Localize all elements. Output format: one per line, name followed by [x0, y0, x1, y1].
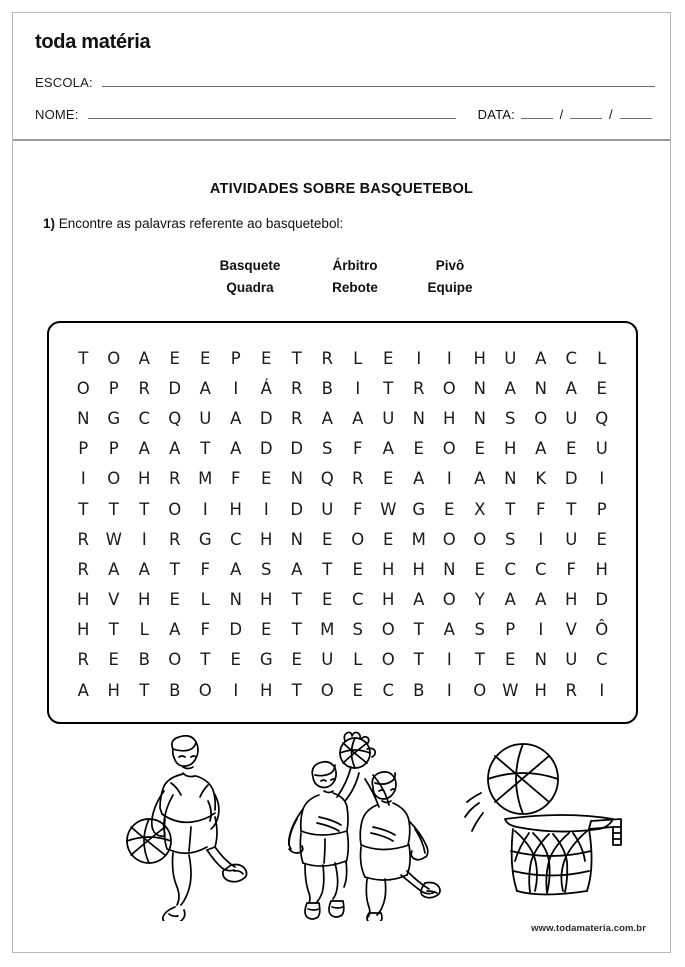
word-search-cell[interactable]: E	[169, 590, 180, 610]
word-search-cell[interactable]: E	[261, 469, 272, 489]
word-search-cell[interactable]: A	[138, 559, 150, 579]
word-list-item: Basquete	[219, 258, 281, 273]
word-list-item: Pivô	[435, 258, 465, 273]
word-search-cell[interactable]: R	[77, 559, 89, 579]
word-search-cell[interactable]: H	[260, 590, 273, 610]
word-search-cell[interactable]: V	[108, 590, 120, 610]
word-search-cell[interactable]: H	[77, 620, 90, 640]
word-search-cell[interactable]: N	[77, 408, 90, 428]
word-search-cell[interactable]: E	[505, 650, 516, 670]
word-list-item: Equipe	[427, 280, 473, 295]
word-search-row	[68, 524, 617, 554]
word-search-cell[interactable]: W	[105, 529, 122, 549]
word-search-cell[interactable]: P	[505, 620, 516, 640]
word-search-row	[68, 554, 617, 584]
page-title: ATIVIDADES SOBRE BASQUETEBOL	[209, 181, 474, 197]
word-search-cell[interactable]: L	[139, 620, 149, 640]
word-search-cell[interactable]: N	[504, 469, 517, 489]
word-list-item: Quadra	[226, 280, 274, 295]
word-search-cell[interactable]: A	[230, 559, 242, 579]
name-label: NOME:	[35, 107, 79, 122]
word-search-cell[interactable]: D	[290, 499, 304, 519]
word-list-item: Rebote	[332, 280, 378, 295]
word-search-cell[interactable]: O	[381, 620, 395, 640]
word-search-cell[interactable]: A	[565, 378, 577, 398]
word-search-cell[interactable]: C	[595, 650, 608, 670]
word-search-cell[interactable]: O	[534, 408, 548, 428]
word-search-cell[interactable]: R	[169, 469, 181, 489]
word-search-cell[interactable]: I	[263, 499, 269, 519]
word-search-cell[interactable]: R	[321, 348, 333, 368]
word-search-cell[interactable]: E	[566, 439, 577, 459]
word-search-cell[interactable]: E	[200, 348, 211, 368]
word-search-cell[interactable]: I	[446, 650, 452, 670]
word-search-cell[interactable]: Y	[474, 590, 485, 610]
word-search-cell[interactable]: U	[565, 650, 578, 670]
word-search-cell[interactable]: E	[352, 559, 363, 579]
word-search-cell[interactable]: A	[504, 378, 516, 398]
word-search-cell[interactable]: U	[199, 408, 212, 428]
word-search-cell[interactable]: A	[169, 620, 181, 640]
date-month-line[interactable]	[570, 107, 602, 119]
word-search-cell[interactable]: T	[200, 650, 211, 670]
word-search-cell[interactable]: Q	[168, 408, 182, 428]
date-slash-1: /	[559, 107, 564, 122]
word-search-cell[interactable]: E	[596, 378, 607, 398]
word-search-cell[interactable]: I	[141, 529, 147, 549]
word-search-cell[interactable]: U	[321, 650, 334, 670]
word-search-cell[interactable]: L	[353, 650, 363, 670]
word-search-box[interactable]	[47, 321, 638, 724]
word-search-cell[interactable]: E	[261, 620, 272, 640]
word-search-cell[interactable]: A	[413, 590, 425, 610]
word-search-cell[interactable]: D	[168, 378, 182, 398]
word-search-cell[interactable]: Á	[260, 378, 272, 398]
word-search-cell[interactable]: P	[596, 499, 607, 519]
word-search-cell[interactable]: F	[353, 499, 363, 519]
date-year-line[interactable]	[620, 107, 652, 119]
word-search-cell[interactable]: C	[534, 559, 547, 579]
word-search-cell[interactable]: R	[169, 529, 181, 549]
word-search-cell[interactable]: E	[352, 680, 363, 700]
word-search-row	[68, 645, 617, 675]
word-search-cell[interactable]: H	[107, 680, 120, 700]
word-search-cell[interactable]: O	[473, 529, 487, 549]
illustration-strip	[13, 731, 670, 921]
name-date-field-row	[35, 107, 655, 122]
word-search-cell[interactable]: T	[139, 499, 150, 519]
word-search-cell[interactable]: D	[564, 469, 578, 489]
word-search-cell[interactable]: R	[565, 680, 577, 700]
word-search-cell[interactable]: H	[443, 408, 456, 428]
word-search-cell[interactable]: N	[473, 378, 486, 398]
word-search-cell[interactable]: L	[597, 348, 607, 368]
word-search-cell[interactable]: D	[595, 590, 609, 610]
word-search-cell[interactable]: E	[230, 650, 241, 670]
word-search-cell[interactable]: I	[80, 469, 86, 489]
word-search-cell[interactable]: I	[599, 469, 605, 489]
word-search-cell[interactable]: T	[413, 650, 424, 670]
word-search-cell[interactable]: H	[229, 499, 242, 519]
word-search-cell[interactable]: E	[444, 499, 455, 519]
word-search-row	[68, 434, 617, 464]
word-search-cell[interactable]: O	[107, 348, 121, 368]
word-search-cell[interactable]: N	[290, 529, 303, 549]
word-search-cell[interactable]: T	[200, 439, 211, 459]
basketball-players-jump-ball-illustration	[275, 731, 443, 926]
word-search-cell[interactable]: P	[108, 439, 119, 459]
word-search-cell[interactable]: O	[442, 529, 456, 549]
word-search-cell[interactable]: O	[473, 680, 487, 700]
word-search-cell[interactable]: I	[446, 348, 452, 368]
word-search-cell[interactable]: G	[198, 529, 212, 549]
date-field	[478, 107, 654, 122]
word-search-cell[interactable]: G	[259, 650, 273, 670]
word-search-cell[interactable]: B	[138, 650, 150, 670]
word-search-cell[interactable]: B	[413, 680, 425, 700]
word-search-cell[interactable]: W	[502, 680, 519, 700]
word-search-cell[interactable]: I	[446, 469, 452, 489]
word-search-cell[interactable]: A	[535, 439, 547, 459]
question-1	[43, 216, 343, 231]
word-search-cell[interactable]: F	[566, 559, 576, 579]
word-list-item: Árbitro	[332, 258, 378, 273]
word-search-cell[interactable]: F	[353, 439, 363, 459]
word-search-cell[interactable]: O	[107, 469, 121, 489]
word-search-cell[interactable]: O	[442, 590, 456, 610]
site-url: www.todamateria.com.br	[531, 923, 646, 934]
word-search-cell[interactable]: T	[78, 348, 89, 368]
word-search-cell[interactable]: T	[322, 559, 333, 579]
word-search-cell[interactable]: N	[534, 650, 547, 670]
word-search-cell[interactable]: A	[138, 439, 150, 459]
word-search-cell[interactable]: U	[565, 529, 578, 549]
word-search-cell[interactable]: S	[322, 439, 333, 459]
word-search-cell[interactable]: F	[231, 469, 241, 489]
word-search-cell[interactable]: A	[138, 348, 150, 368]
word-search-cell[interactable]: O	[442, 378, 456, 398]
word-search-cell[interactable]: D	[259, 408, 273, 428]
word-search-cell[interactable]: A	[535, 590, 547, 610]
word-search-cell[interactable]: O	[198, 680, 212, 700]
date-day-line[interactable]	[521, 107, 553, 119]
word-search-cell[interactable]: R	[291, 408, 303, 428]
word-search-row	[68, 403, 617, 433]
word-search-cell[interactable]: Ô	[595, 620, 609, 640]
word-search-cell[interactable]: I	[233, 378, 239, 398]
word-search-cell[interactable]: H	[260, 529, 273, 549]
word-search-cell[interactable]: A	[230, 408, 242, 428]
word-search-cell[interactable]: N	[534, 378, 547, 398]
word-search-cell[interactable]: T	[413, 620, 424, 640]
word-search-cell[interactable]: E	[108, 650, 119, 670]
word-search-cell[interactable]: N	[412, 408, 425, 428]
word-search-cell[interactable]: T	[169, 559, 180, 579]
word-search-cell[interactable]: E	[291, 650, 302, 670]
word-search-cell[interactable]: H	[412, 559, 425, 579]
word-search-cell[interactable]: T	[291, 590, 302, 610]
word-search-cell[interactable]: R	[291, 378, 303, 398]
word-search-cell[interactable]: T	[566, 499, 577, 519]
word-search-cell[interactable]: T	[474, 650, 485, 670]
word-search-cell[interactable]: Q	[320, 469, 334, 489]
word-search-cell[interactable]: H	[382, 590, 395, 610]
word-search-cell[interactable]: S	[474, 620, 485, 640]
word-search-cell[interactable]: I	[446, 680, 452, 700]
question-text: Encontre as palavras referente ao basquetebol:	[55, 216, 344, 231]
word-search-cell[interactable]: C	[138, 408, 151, 428]
word-search-cell[interactable]: S	[352, 620, 363, 640]
word-search-grid	[68, 343, 617, 705]
word-search-cell[interactable]: I	[599, 680, 605, 700]
word-search-cell[interactable]: T	[383, 378, 394, 398]
word-list	[195, 258, 495, 302]
word-search-cell[interactable]: O	[351, 529, 365, 549]
word-search-cell[interactable]: V	[565, 620, 577, 640]
word-search-cell[interactable]: Q	[595, 408, 609, 428]
word-search-cell[interactable]: O	[168, 499, 182, 519]
word-search-cell[interactable]: N	[473, 408, 486, 428]
word-search-cell[interactable]: A	[504, 590, 516, 610]
word-search-cell[interactable]: F	[200, 620, 210, 640]
word-search-cell[interactable]: A	[474, 469, 486, 489]
word-search-cell[interactable]: A	[382, 439, 394, 459]
word-search-cell[interactable]: A	[230, 439, 242, 459]
date-label: DATA:	[477, 107, 515, 122]
question-number: 1)	[43, 216, 56, 231]
word-search-cell[interactable]: A	[108, 559, 120, 579]
word-search-cell[interactable]: C	[351, 590, 364, 610]
word-search-cell[interactable]: A	[199, 378, 211, 398]
word-search-cell[interactable]: X	[474, 499, 486, 519]
word-search-cell[interactable]: M	[411, 529, 426, 549]
word-search-cell[interactable]: H	[504, 439, 517, 459]
word-search-cell[interactable]: D	[259, 439, 273, 459]
word-search-row	[68, 464, 617, 494]
word-search-row	[68, 494, 617, 524]
word-search-cell[interactable]: H	[138, 590, 151, 610]
word-search-cell[interactable]: U	[595, 439, 608, 459]
word-search-cell[interactable]: T	[108, 620, 119, 640]
brand-logo: toda matéria	[35, 31, 151, 53]
word-search-cell[interactable]: S	[505, 408, 516, 428]
word-search-cell[interactable]: R	[77, 529, 89, 549]
word-search-cell[interactable]: A	[169, 439, 181, 459]
word-search-cell[interactable]: T	[505, 499, 516, 519]
word-search-cell[interactable]: I	[416, 348, 422, 368]
word-search-cell[interactable]: G	[107, 408, 121, 428]
word-search-cell[interactable]: E	[596, 529, 607, 549]
word-search-cell[interactable]: O	[76, 378, 90, 398]
word-search-cell[interactable]: T	[291, 348, 302, 368]
word-search-cell[interactable]: I	[538, 620, 544, 640]
word-search-cell[interactable]: C	[565, 348, 578, 368]
word-search-cell[interactable]: O	[168, 650, 182, 670]
name-input-line[interactable]	[88, 107, 456, 119]
word-search-cell[interactable]: H	[260, 680, 273, 700]
word-search-cell[interactable]: P	[230, 348, 241, 368]
word-search-cell[interactable]: S	[261, 559, 272, 579]
word-search-cell[interactable]: H	[473, 348, 486, 368]
word-search-cell[interactable]: T	[291, 680, 302, 700]
word-search-row	[68, 373, 617, 403]
word-search-cell[interactable]: C	[382, 680, 395, 700]
word-search-cell[interactable]: T	[139, 680, 150, 700]
word-search-cell[interactable]: H	[382, 559, 395, 579]
word-search-cell[interactable]: N	[443, 559, 456, 579]
word-search-cell[interactable]: B	[169, 680, 181, 700]
word-search-cell[interactable]: P	[108, 378, 119, 398]
word-search-cell[interactable]: P	[78, 439, 89, 459]
word-search-cell[interactable]: F	[200, 559, 210, 579]
word-search-cell[interactable]: U	[565, 408, 578, 428]
word-search-cell[interactable]: H	[534, 680, 547, 700]
word-search-cell[interactable]: U	[382, 408, 395, 428]
word-search-row	[68, 585, 617, 615]
word-search-cell[interactable]: E	[322, 529, 333, 549]
word-search-cell[interactable]: A	[321, 408, 333, 428]
word-search-cell[interactable]: L	[353, 348, 363, 368]
word-search-cell[interactable]: E	[474, 439, 485, 459]
word-list-row	[195, 280, 495, 295]
word-search-cell[interactable]: A	[352, 408, 364, 428]
word-search-cell[interactable]: R	[138, 378, 150, 398]
word-search-cell[interactable]: M	[198, 469, 213, 489]
word-search-cell[interactable]: A	[291, 559, 303, 579]
word-search-cell[interactable]: W	[380, 499, 397, 519]
word-search-cell[interactable]: E	[383, 469, 394, 489]
word-search-cell[interactable]: A	[413, 469, 425, 489]
word-search-cell[interactable]: I	[202, 499, 208, 519]
word-search-cell[interactable]: H	[138, 469, 151, 489]
word-search-cell[interactable]: E	[261, 348, 272, 368]
word-search-cell[interactable]: H	[595, 559, 608, 579]
word-search-cell[interactable]: M	[320, 620, 335, 640]
date-slash-2: /	[609, 107, 613, 122]
word-search-cell[interactable]: A	[443, 620, 455, 640]
word-list-row	[195, 258, 495, 273]
word-search-cell[interactable]: T	[108, 499, 119, 519]
word-search-cell[interactable]: T	[78, 499, 89, 519]
word-search-cell[interactable]: I	[538, 529, 544, 549]
word-search-cell[interactable]: U	[504, 348, 517, 368]
word-search-cell[interactable]: O	[381, 650, 395, 670]
word-search-cell[interactable]: R	[352, 469, 364, 489]
word-search-cell[interactable]: C	[504, 559, 517, 579]
word-search-cell[interactable]: B	[321, 378, 333, 398]
word-search-cell[interactable]: E	[383, 529, 394, 549]
word-search-cell[interactable]: E	[413, 439, 424, 459]
school-input-line[interactable]	[102, 75, 655, 87]
word-search-cell[interactable]: K	[535, 469, 547, 489]
school-label: ESCOLA:	[35, 75, 93, 90]
worksheet-page	[12, 12, 671, 953]
word-search-cell[interactable]: A	[535, 348, 547, 368]
word-search-cell[interactable]: H	[565, 590, 578, 610]
word-search-row	[68, 615, 617, 645]
word-search-cell[interactable]: O	[320, 680, 334, 700]
word-search-cell[interactable]: H	[77, 590, 90, 610]
word-search-cell[interactable]: T	[291, 620, 302, 640]
basketball-player-dribbling-illustration	[111, 731, 261, 926]
word-search-cell[interactable]: A	[77, 680, 89, 700]
word-search-cell[interactable]: N	[290, 469, 303, 489]
word-search-cell[interactable]: O	[442, 439, 456, 459]
word-search-cell[interactable]: E	[383, 348, 394, 368]
word-search-cell[interactable]: I	[233, 680, 239, 700]
word-search-cell[interactable]: L	[200, 590, 210, 610]
basketball-hoop-with-ball-illustration	[463, 731, 643, 906]
word-search-cell[interactable]: E	[322, 590, 333, 610]
word-search-cell[interactable]: C	[229, 529, 242, 549]
word-search-cell[interactable]: N	[229, 590, 242, 610]
word-search-cell[interactable]: I	[355, 378, 361, 398]
word-search-cell[interactable]: D	[290, 439, 304, 459]
word-search-cell[interactable]: R	[413, 378, 425, 398]
word-search-row	[68, 343, 617, 373]
word-search-cell[interactable]: E	[474, 559, 485, 579]
worksheet-header	[13, 13, 670, 141]
word-search-cell[interactable]: E	[169, 348, 180, 368]
word-search-cell[interactable]: S	[505, 529, 516, 549]
word-search-cell[interactable]: U	[321, 499, 334, 519]
word-search-row	[68, 675, 617, 705]
word-search-cell[interactable]: G	[412, 499, 426, 519]
word-search-cell[interactable]: R	[77, 650, 89, 670]
school-field-row	[35, 75, 655, 90]
word-search-cell[interactable]: F	[536, 499, 546, 519]
word-search-cell[interactable]: D	[229, 620, 243, 640]
